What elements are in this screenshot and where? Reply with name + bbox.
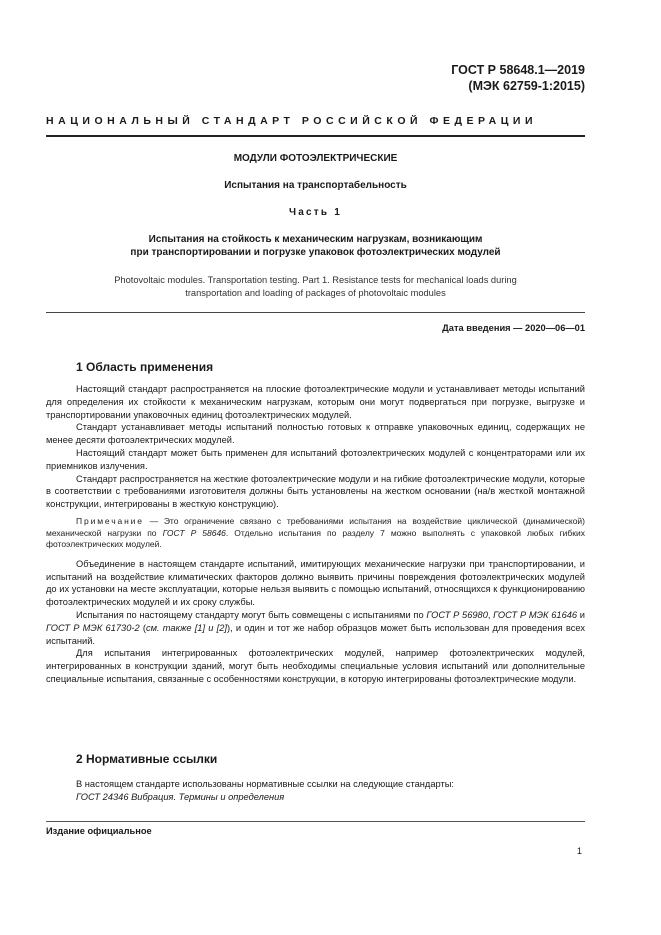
reference-title: Вибрация. Термины и определения [128, 791, 285, 802]
section-heading-normative-references: 2 Нормативные ссылки [76, 752, 218, 766]
date-of-introduction: Дата введения — 2020—06—01 [442, 323, 585, 333]
paragraph: Настоящий стандарт может быть применен для испытаний фотоэлектрических модулей с концентраторами или их приемников излучения. [46, 447, 585, 471]
paragraph: Стандарт устанавливает методы испытаний полностью готовых к отправке упаковочных единиц, содержащих не менее десяти фотоэлектрических модулей. [46, 422, 585, 446]
paragraph: Настоящий стандарт распространяется на плоские фотоэлектрические модули и устанавливает методы испытаний для определения их стойкости к механическим нагрузкам, которым они могут подвергаться при погрузке, выгрузке и транспортировании упаковочных единиц фотоэлектрических модулей. [46, 384, 585, 420]
paragraph: Для испытания интегрированных фотоэлектрических модулей, например фотоэлектрических модулей, интегрированных в конструкции зданий, могут быть необходимы специальные условия испытаний или дополнительные специальные испытания, связанные с особенностями конструкции, в которую интегрированы фотоэлектрические модули. [46, 648, 585, 684]
normative-reference-item [46, 791, 585, 804]
paragraph: Стандарт распространяется на жесткие фотоэлектрические модули и на гибкие фотоэлектрические модули, которые в соответствии с требованиями изготовителя должны быть установлены на жестком основании (на/в жесткой монтажной конструкции, интегрированы в жесткую конструкцию). [46, 473, 585, 510]
english-title-line: Photovoltaic modules. Transportation testing. Part 1. Resistance tests for mechanical loads during [114, 275, 517, 285]
note [46, 516, 585, 551]
paragraph-text: ( [139, 622, 146, 633]
section-scope-body [46, 383, 585, 686]
paragraph-text: , [487, 609, 494, 620]
note-label: Примечание [76, 515, 144, 526]
reference-number: ГОСТ 24346 [76, 791, 129, 802]
bibliography-reference: см. также [1] и [2] [145, 622, 227, 633]
national-standard-heading: НАЦИОНАЛЬНЫЙ СТАНДАРТ РОССИЙСКОЙ ФЕДЕРАЦИИ [46, 115, 538, 127]
gost-number: ГОСТ Р 58648.1—2019 [451, 63, 585, 77]
part-title-line: Испытания на стойкость к механическим нагрузкам, возникающим [148, 234, 483, 245]
note-text: — Это ограничение связано с требованиями испытания на воздействие циклической (динамической) механической нагрузки по [46, 515, 585, 538]
section-references-body [46, 778, 585, 804]
part-title [46, 233, 585, 259]
standard-reference: ГОСТ Р 56980 [426, 609, 488, 620]
official-edition-label: Издание официальное [46, 826, 152, 836]
page-number: 1 [576, 846, 582, 856]
part-title-line: при транспортировании и погрузке упаковок фотоэлектрических модулей [130, 247, 501, 258]
standard-reference: ГОСТ Р МЭК 61646 [493, 609, 578, 620]
note-text: . Отдельно испытания по разделу 7 можно выполнять с упаковкой любых гибких фотоэлектрических модулей. [46, 527, 586, 550]
paragraph-text: Испытания по настоящему стандарту могут быть совмещены с испытаниями по [76, 609, 427, 620]
english-title [76, 274, 555, 300]
iec-number: (МЭК 62759-1:2015) [468, 79, 585, 93]
standard-reference: ГОСТ Р МЭК 61730-2 [46, 622, 140, 633]
paragraph: В настоящем стандарте использованы нормативные ссылки на следующие стандарты: [76, 779, 455, 789]
header-divider [46, 135, 585, 137]
note-reference: ГОСТ Р 58646 [162, 527, 226, 538]
section-heading-scope: 1 Область применения [76, 360, 214, 374]
part-label: Часть 1 [289, 207, 342, 218]
paragraph-text: и [577, 609, 585, 620]
title-divider [46, 312, 585, 313]
paragraph [46, 609, 585, 647]
paragraph-text: ), и один и тот же набор образцов может быть использован для проведения всех испытаний. [46, 622, 585, 646]
gost-designation [451, 62, 585, 94]
paragraph: Объединение в настоящем стандарте испытаний, имитирующих механические нагрузки при транспортировании, и испытаний на воздействие климатических факторов должно выявить причины повреждения фотоэлектрических модулей до их установки на месте эксплуатации, которые нельзя выявить с помощью испытаний, относящихся к функционированию фотоэлектрических модулей и их сроку службы. [46, 558, 585, 608]
document-subtitle: Испытания на транспортабельность [224, 180, 407, 191]
footer-divider [46, 821, 585, 822]
document-title: МОДУЛИ ФОТОЭЛЕКТРИЧЕСКИЕ [233, 153, 398, 164]
english-title-line: transportation and loading of packages of photovoltaic modules [185, 288, 446, 298]
